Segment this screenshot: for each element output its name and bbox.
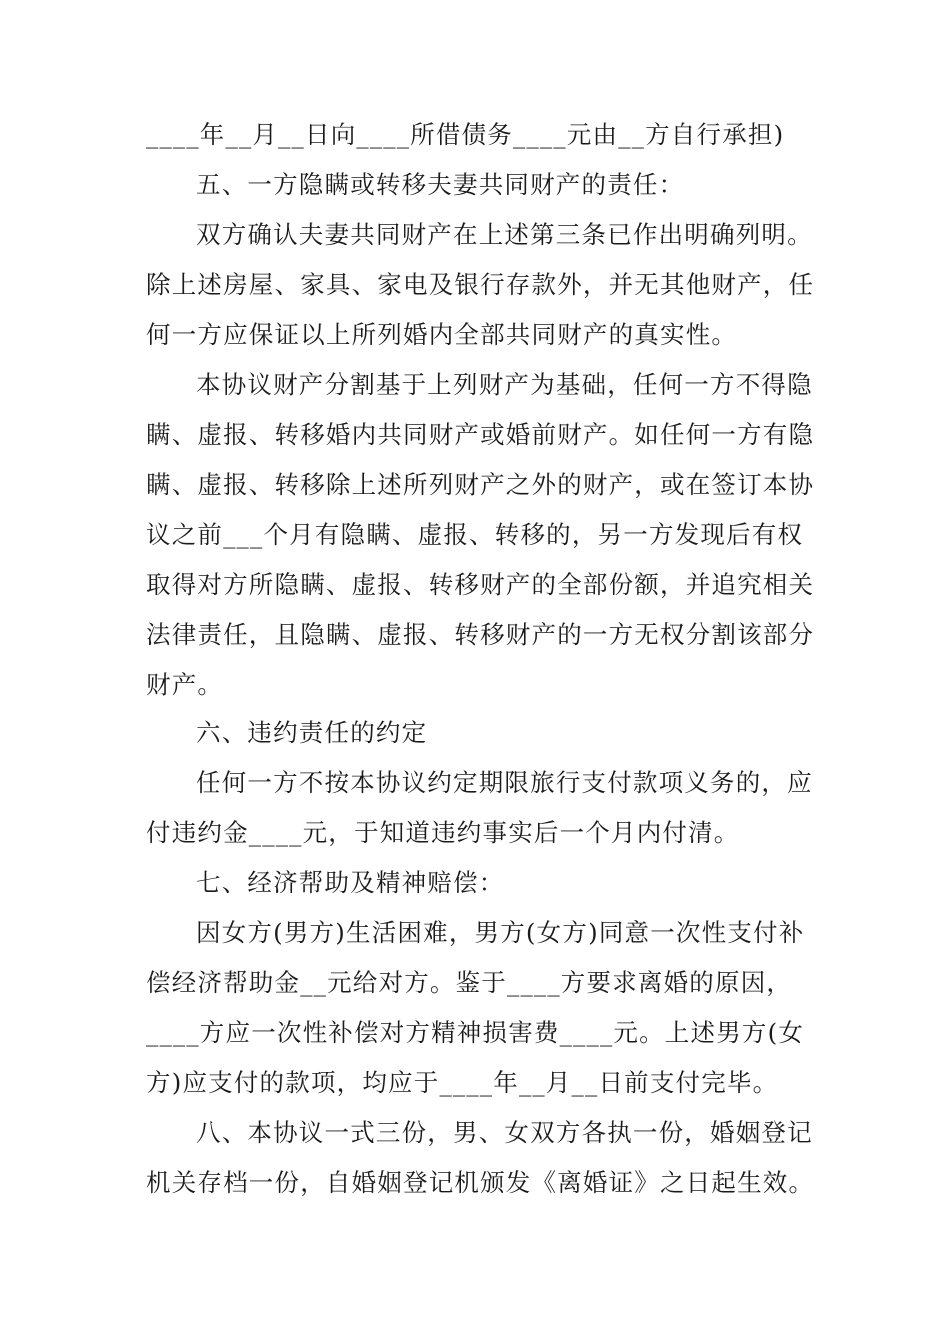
text-line: 取得对方所隐瞒、虚报、转移财产的全部份额，并追究相关 (146, 570, 815, 599)
text-line: 法律责任，且隐瞒、虚报、转移财产的一方无权分割该部分 (146, 620, 815, 649)
text-line-debt-continuation: ____年__月__日向____所借债务____元由__方自行承担) (146, 120, 785, 149)
text-line: 财产。 (146, 670, 224, 699)
section-heading-6: 六、违约责任的约定 (196, 718, 428, 747)
section-heading-5: 五、一方隐瞒或转移夫妻共同财产的责任： (196, 170, 685, 199)
text-line: ____方应一次性补偿对方精神损害费____元。上述男方(女 (146, 1018, 805, 1047)
section-heading-7: 七、经济帮助及精神赔偿： (196, 868, 505, 897)
text-line: 方)应支付的款项，均应于____年__月__日前支付完毕。 (146, 1068, 779, 1097)
text-line: 议之前___个月有隐瞒、虚报、转移的，另一方发现后有权 (146, 520, 804, 549)
text-line: 双方确认夫妻共同财产在上述第三条已作出明确列明。 (196, 220, 813, 249)
text-line: 瞒、虚报、转移婚内共同财产或婚前财产。如任何一方有隐 (146, 420, 815, 449)
text-line: 因女方(男方)生活困难，男方(女方)同意一次性支付补 (196, 918, 805, 947)
text-line: 何一方应保证以上所列婚内全部共同财产的真实性。 (146, 320, 738, 349)
text-line: 任何一方不按本协议约定期限旅行支付款项义务的，应 (196, 768, 813, 797)
section-heading-8: 八、本协议一式三份，男、女双方各执一份，婚姻登记 (196, 1118, 813, 1147)
text-line: 机关存档一份，自婚姻登记机颁发《离婚证》之日起生效。 (146, 1168, 815, 1197)
text-line: 瞒、虚报、转移除上述所列财产之外的财产，或在签订本协 (146, 470, 815, 499)
text-line: 付违约金____元，于知道违约事实后一个月内付清。 (146, 818, 740, 847)
text-line: 除上述房屋、家具、家电及银行存款外，并无其他财产，任 (146, 270, 815, 299)
text-line: 偿经济帮助金__元给对方。鉴于____方要求离婚的原因， (146, 968, 793, 997)
text-line: 本协议财产分割基于上列财产为基础，任何一方不得隐 (196, 370, 813, 399)
